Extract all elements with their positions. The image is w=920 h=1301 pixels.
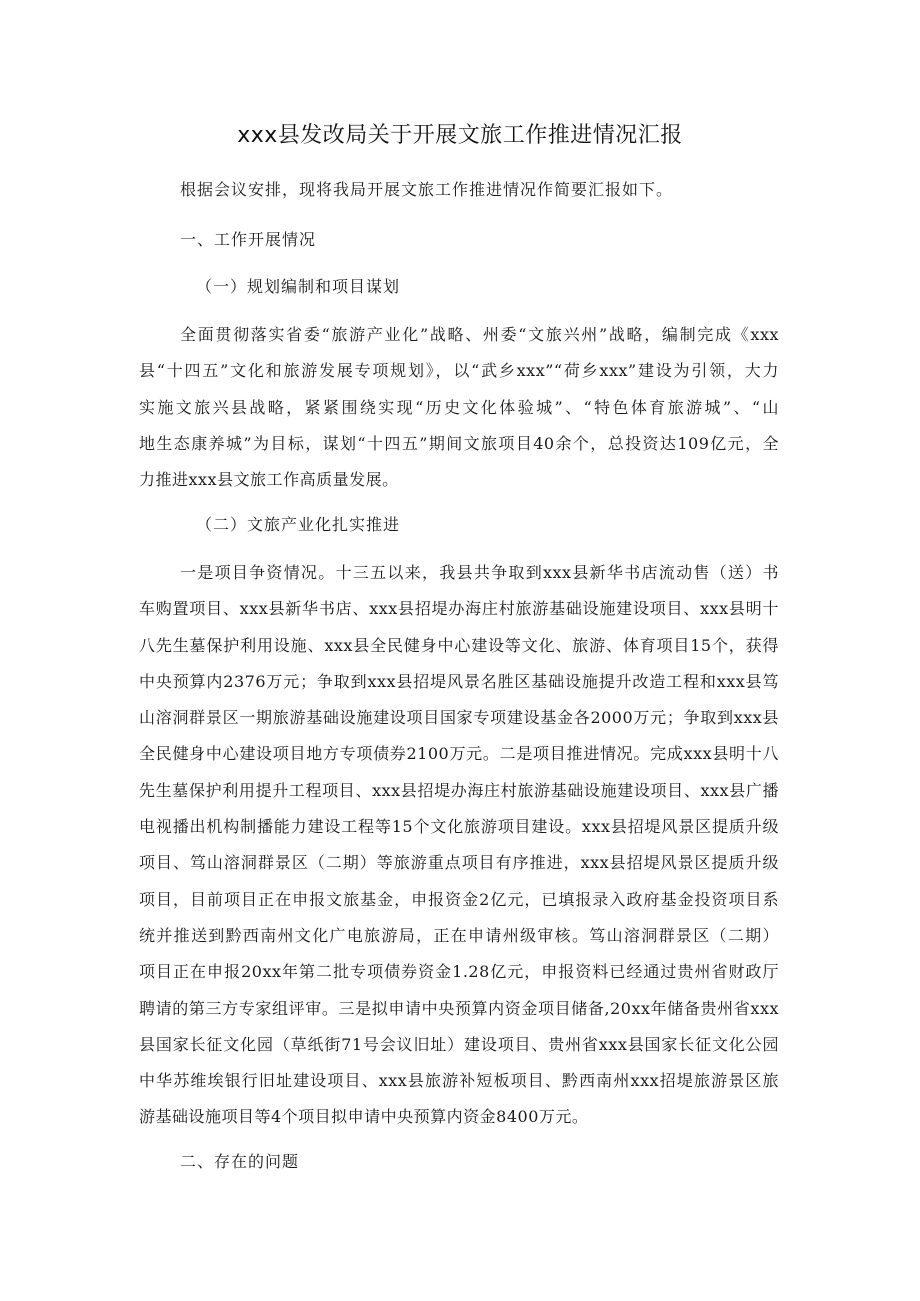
paragraph-line: 项目、笃山溶洞群景区（二期）等旅游重点项目有序推进，xxx县招堤风景区提质升级 [139,853,779,873]
paragraph-line: 中央预算内2376万元；争取到xxx县招堤风景名胜区基础设施提升改造工程和xxx县笃 [139,671,779,691]
intro-paragraph: 根据会议安排，现将我局开展文旅工作推进情况作简要汇报如下。 [180,180,674,199]
paragraph-line: 八先生墓保护利用设施、xxx县全民健身中心建设等文化、旅游、体育项目15个，获得 [139,635,779,655]
paragraph-line: 实施文旅兴县战略，紧紧围绕实现“历史文化体验城”、“特色体育旅游城”、“山 [139,397,779,417]
paragraph-line: 力推进xxx县文旅工作高质量发展。 [139,470,399,490]
paragraph-line: 聘请的第三方专家组评审。三是拟申请中央预算内资金项目储备,20xx年储备贵州省xxx [139,998,779,1018]
paragraph-industrialization [139,563,779,1144]
paragraph-line: 地生态康养城”为目标，谋划“十四五”期间文旅项目40余个，总投资达109亿元，全 [139,433,779,453]
paragraph-line: 游基础设施项目等4个项目拟申请中央预算内资金8400万元。 [139,1107,589,1127]
paragraph-line: 中华苏维埃银行旧址建设项目、xxx县旅游补短板项目、黔西南州xxx招堤旅游景区旅 [139,1071,779,1091]
paragraph-line: 项目正在申报20xx年第二批专项债券资金1.28亿元，申报资料已经通过贵州省财政厅 [139,962,779,982]
paragraph-line: 一是项目争资情况。十三五以来，我县共争取到xxx县新华书店流动售（送）书 [180,563,779,582]
document-title: xxx县发改局关于开展文旅工作推进情况汇报 [237,123,683,148]
subsection-heading-industrialization: （二）文旅产业化扎实推进 [196,515,401,534]
paragraph-line: 山溶洞群景区一期旅游基础设施建设项目国家专项建设基金各2000万元；争取到xxx县 [139,708,779,728]
section-heading-problems: 二、存在的问题 [180,1152,300,1171]
paragraph-line: 全民健身中心建设项目地方专项债券2100万元。二是项目推进情况。完成xxx县明十八 [139,744,779,764]
paragraph-line: 统并推送到黔西南州文化广电旅游局，正在申请州级审核。笃山溶洞群景区（二期） [139,925,779,945]
paragraph-planning [139,325,779,506]
subsection-heading-planning: （一）规划编制和项目谋划 [196,277,401,296]
section-heading-work-status: 一、工作开展情况 [180,230,317,249]
paragraph-line: 电视播出机构制播能力建设工程等15个文化旅游项目建设。xxx县招堤风景区提质升级 [139,817,779,837]
paragraph-line: 全面贯彻落实省委“旅游产业化”战略、州委“文旅兴州”战略，编制完成《xxx [180,325,779,344]
paragraph-line: 项目，目前项目正在申报文旅基金，申报资金2亿元，已填报录入政府基金投资项目系 [139,889,779,909]
paragraph-line: 车购置项目、xxx县新华书店、xxx县招堤办海庄村旅游基础设施建设项目、xxx县明十 [139,599,779,619]
paragraph-line: 先生墓保护利用提升工程项目、xxx县招堤办海庄村旅游基础设施建设项目、xxx县广播 [139,780,779,800]
paragraph-line: 县“十四五”文化和旅游发展专项规划》，以“武乡xxx”“荷乡xxx”建设为引领，大力 [139,361,779,381]
paragraph-line: 县国家长征文化园（草纸街71号会议旧址）建设项目、贵州省xxx县国家长征文化公园 [139,1034,779,1054]
